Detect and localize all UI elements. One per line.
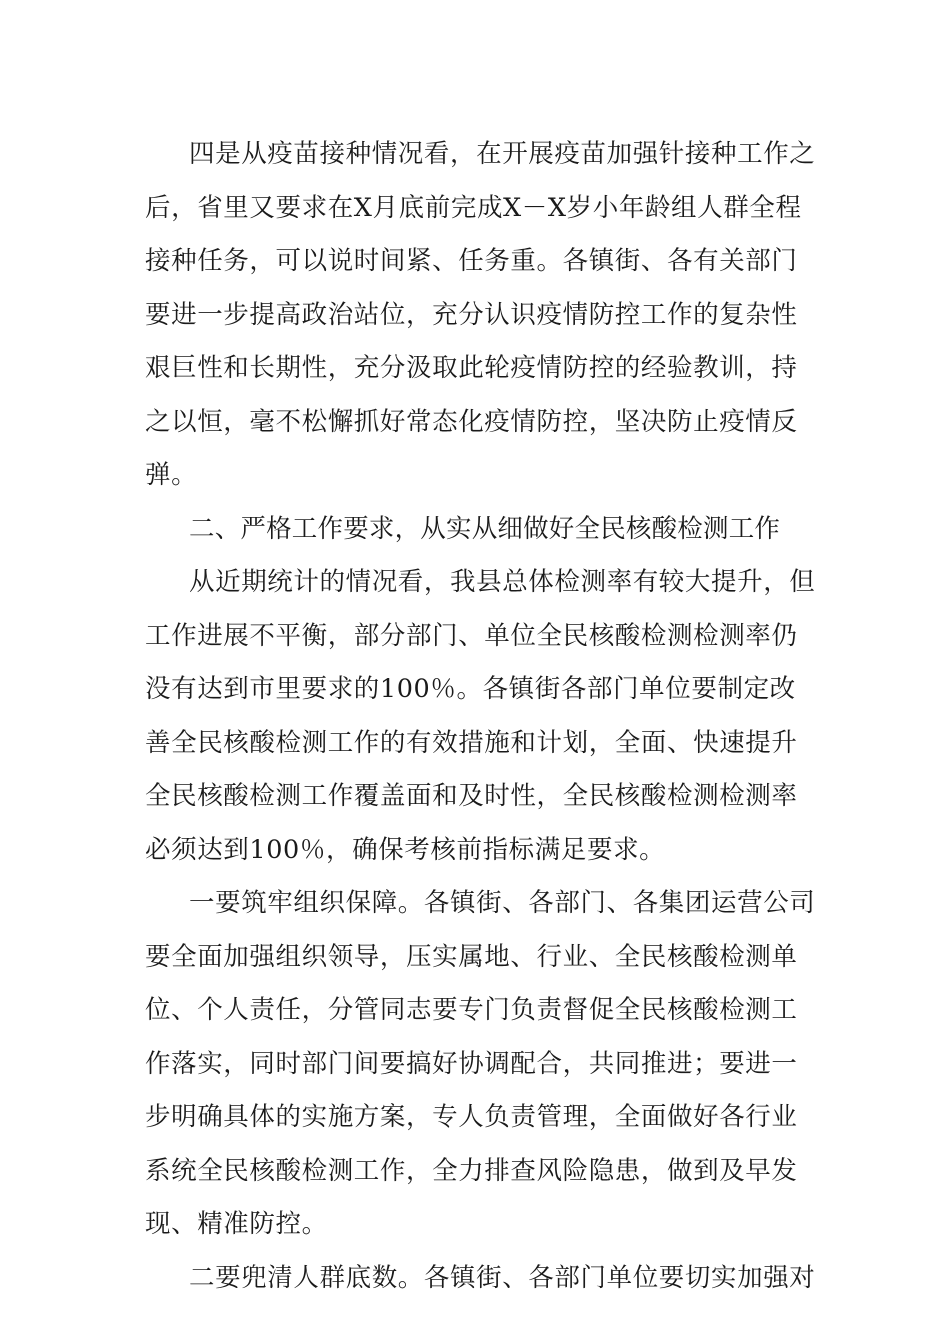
paragraph-line: 艰巨性和长期性，充分汲取此轮疫情防控的经验教训，持: [145, 353, 798, 383]
paragraph-line: 没有达到市里要求的100％。各镇街各部门单位要制定改: [145, 674, 796, 704]
paragraph-testing-rate: [145, 556, 816, 877]
section-heading: 二、严格工作要求，从实从细做好全民核酸检测工作: [189, 513, 781, 544]
document-body: [145, 128, 816, 1305]
paragraph-line: 必须达到100％，确保考核前指标满足要求。: [145, 834, 666, 865]
paragraph-line: 从近期统计的情况看，我县总体检测率有较大提升，但: [189, 567, 816, 597]
paragraph-line: 四是从疫苗接种情况看，在开展疫苗加强针接种工作之: [189, 139, 816, 169]
paragraph-line: 二要兜清人群底数。各镇街、各部门单位要切实加强对: [189, 1262, 816, 1293]
paragraph-line: 步明确具体的实施方案，专人负责管理，全面做好各行业: [145, 1102, 798, 1132]
paragraph-population-base: [145, 1252, 816, 1306]
paragraph-line: 一要筑牢组织保障。各镇街、各部门、各集团运营公司: [189, 888, 816, 918]
paragraph-line: 之以恒，毫不松懈抓好常态化疫情防控，坚决防止疫情反: [145, 406, 798, 437]
paragraph-line: 善全民核酸检测工作的有效措施和计划，全面、快速提升: [145, 727, 798, 758]
paragraph-line: 全民核酸检测工作覆盖面和及时性，全民核酸检测检测率: [145, 781, 798, 811]
paragraph-line: 接种任务，可以说时间紧、任务重。各镇街、各有关部门: [145, 246, 798, 276]
paragraph-line: 要全面加强组织领导，压实属地、行业、全民核酸检测单: [145, 941, 798, 972]
paragraph-line: 后，省里又要求在X月底前完成X－X岁小年龄组人群全程: [145, 192, 802, 223]
paragraph-line: 弹。: [145, 460, 198, 490]
paragraph-line: 作落实，同时部门间要搞好协调配合，共同推进；要进一: [145, 1048, 798, 1079]
paragraph-line: 要进一步提高政治站位，充分认识疫情防控工作的复杂性: [145, 299, 798, 330]
paragraph-line: 系统全民核酸检测工作，全力排查风险隐患，做到及早发: [145, 1155, 798, 1186]
paragraph-line: 现、精准防控。: [145, 1209, 328, 1239]
paragraph-vaccination-status: [145, 128, 816, 503]
paragraph-line: 位、个人责任，分管同志要专门负责督促全民核酸检测工: [145, 995, 798, 1025]
paragraph-organization-guarantee: [145, 877, 816, 1252]
paragraph-line: 工作进展不平衡，部分部门、单位全民核酸检测检测率仍: [145, 620, 798, 651]
